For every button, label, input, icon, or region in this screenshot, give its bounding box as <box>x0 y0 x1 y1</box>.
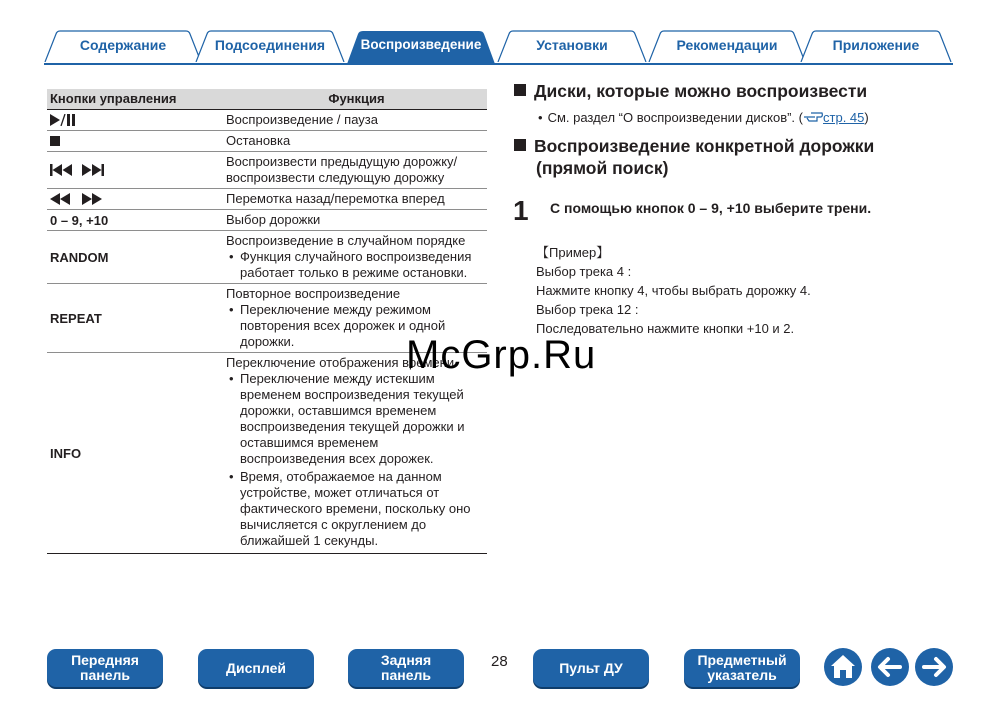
key-skip <box>47 152 223 188</box>
func-bullet: • Переключение между режимом повторения всех дорожек и одной дорожки. <box>226 302 487 350</box>
remote-button[interactable]: Пульт ДУ <box>533 649 649 687</box>
func-bullet: • Переключение между истекшим временем воспроизведения текущей дорожки, оставшимся временем воспроизведения текущей дорожки и оставшимся временем воспроизведения всех дорожек. <box>226 371 487 467</box>
pointing-hand-icon <box>803 111 823 123</box>
table-row <box>47 152 487 189</box>
key-repeat: REPEAT <box>50 310 102 326</box>
example-line: Нажмите кнопку 4, чтобы выбрать дорожку 4. <box>536 283 811 298</box>
func-line: Воспроизвести предыдущую дорожку/ <box>226 154 458 169</box>
forward-button[interactable] <box>915 648 953 686</box>
example-line: Последовательно нажмите кнопки +10 и 2. <box>536 321 795 336</box>
tab-label: Рекомендации <box>676 37 778 53</box>
see-also-note: • См. раздел “О воспроизведении дисков”. ( стр. 45) <box>538 110 869 125</box>
rear-panel-button[interactable]: Задняя панель <box>348 649 464 687</box>
back-button[interactable] <box>871 648 909 686</box>
table-row <box>47 210 487 231</box>
func-bullet: • Функция случайного воспроизведения работает только в режиме остановки. <box>226 249 487 281</box>
watermark: McGrp.Ru <box>406 333 597 377</box>
arrow-left-icon <box>871 648 909 686</box>
tab-tips[interactable] <box>648 30 806 62</box>
tab-bar <box>0 24 1000 68</box>
rewind-forward-icon <box>50 193 106 205</box>
stop-icon <box>50 135 62 147</box>
func-text: Перемотка назад/перемотка вперед <box>226 191 445 206</box>
func-text: Переключение отображения времени <box>226 355 455 370</box>
tab-label: Содержание <box>79 37 167 53</box>
key-numbers: 0 – 9, +10 <box>50 212 109 228</box>
func-text: Воспроизведение / пауза <box>226 112 378 127</box>
tab-label: Установки <box>536 37 608 53</box>
header-function: Функция <box>328 91 385 106</box>
header-buttons: Кнопки управления <box>50 91 177 106</box>
func-text: Выбор дорожки <box>226 212 321 227</box>
step-text: С помощью кнопок 0 – 9, +10 выберите трени. <box>550 200 872 216</box>
tab-contents[interactable] <box>44 30 202 62</box>
example-block <box>536 243 811 338</box>
table-row <box>47 110 487 131</box>
page-number: 28 <box>491 653 508 670</box>
example-line: Выбор трека 12 : <box>536 302 639 317</box>
tab-label: Приложение <box>832 37 920 53</box>
tab-underline <box>44 63 953 65</box>
tab-label: Воспроизведение <box>360 37 482 52</box>
tab-settings[interactable] <box>497 30 647 62</box>
key-stop <box>47 131 223 151</box>
tab-connections[interactable] <box>195 30 345 62</box>
func-text: Остановка <box>226 133 291 148</box>
skip-icon <box>50 164 112 176</box>
key-info: INFO <box>50 445 82 461</box>
play-pause-icon <box>50 114 78 126</box>
section-title-discs: Диски, которые можно воспроизвести <box>514 80 867 102</box>
example-label: 【Пример】 <box>536 245 610 260</box>
table-row <box>47 353 487 554</box>
step-number: 1 <box>513 195 529 226</box>
display-button[interactable]: Дисплей <box>198 649 314 687</box>
square-bullet-icon <box>514 139 526 151</box>
table-row <box>47 131 487 152</box>
section-title-direct-search: Воспроизведение конкретной дорожки (прямой поиск) <box>514 135 874 179</box>
table-row <box>47 231 487 284</box>
example-line: Выбор трека 4 : <box>536 264 632 279</box>
tab-label: Подсоединения <box>214 37 326 53</box>
func-bullet: • Время, отображаемое на данном устройстве, может отличаться от фактического времени, поскольку оно вычисляется с округлением до ближайшей 1 секунды. <box>226 469 487 549</box>
page-link[interactable]: стр. 45 <box>823 110 865 125</box>
front-panel-button[interactable]: Передняя панель <box>47 649 163 687</box>
arrow-right-icon <box>915 648 953 686</box>
key-play-pause <box>47 110 223 130</box>
tab-appendix[interactable] <box>800 30 952 62</box>
home-icon <box>824 648 862 686</box>
func-text: Повторное воспроизведение <box>226 286 401 301</box>
table-header <box>47 89 487 110</box>
func-line: воспроизвести следующую дорожку <box>226 170 445 185</box>
controls-table <box>47 89 487 554</box>
index-button[interactable]: Предметный указатель <box>684 649 800 687</box>
key-random: RANDOM <box>50 249 109 265</box>
table-row <box>47 189 487 210</box>
home-button[interactable] <box>824 648 862 686</box>
func-text: Воспроизведение в случайном порядке <box>226 233 466 248</box>
tab-playback[interactable] <box>347 30 495 62</box>
square-bullet-icon <box>514 84 526 96</box>
key-rewind-forward <box>47 189 223 209</box>
